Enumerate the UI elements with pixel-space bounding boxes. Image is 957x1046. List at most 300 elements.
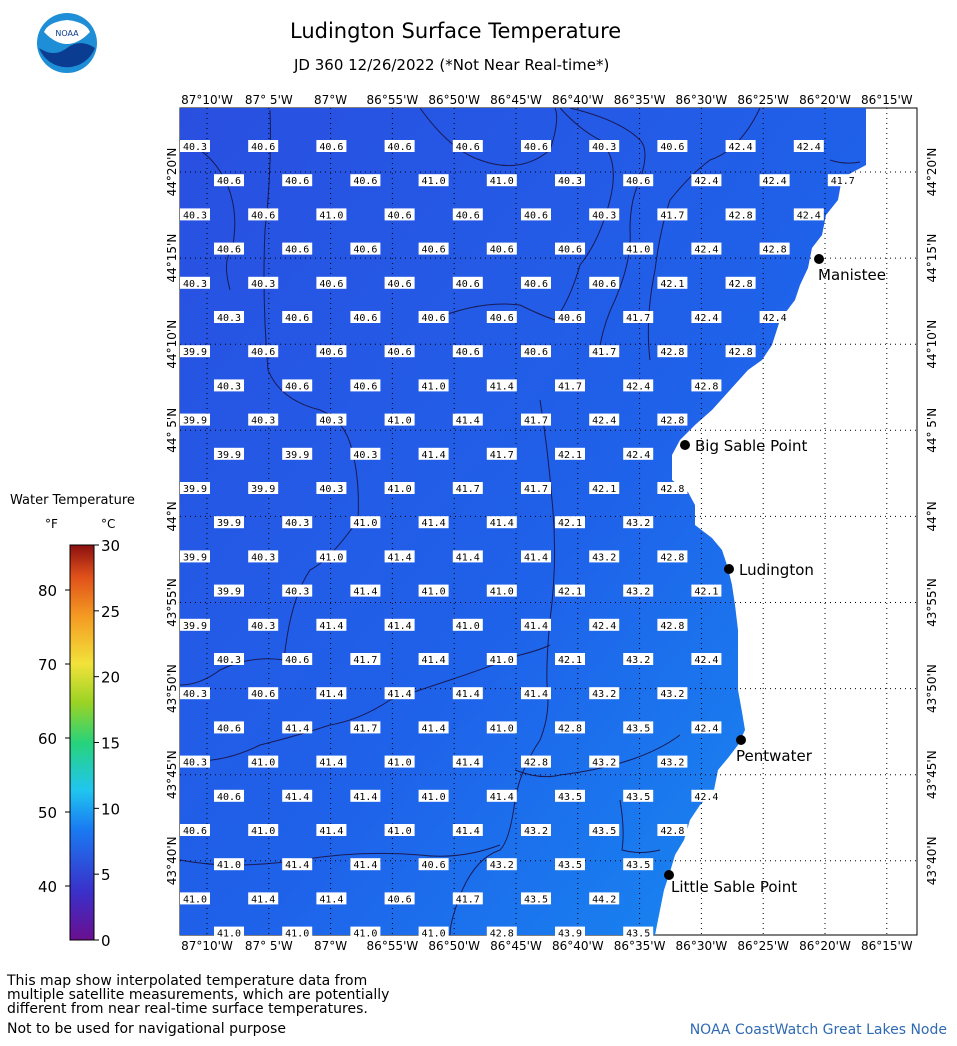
legend-unit-f: °F [45,517,58,531]
temperature-value-text: 40.6 [319,142,344,153]
temperature-value [385,550,415,563]
temperature-value [248,756,278,769]
temperature-value [419,379,449,392]
temperature-value [419,243,449,256]
temperature-value-text: 41.0 [182,894,208,906]
temperature-value-text: 40.6 [489,244,514,256]
temperature-value [282,653,312,666]
temperature-value [419,311,449,324]
temperature-value-text: 40.6 [216,791,242,803]
temperature-value [657,619,687,632]
latitude-label: 44° 5'N [925,407,939,453]
temperature-value [316,619,346,632]
temperature-value-text: 40.6 [421,860,446,872]
temperature-value-text: 41.4 [387,620,412,632]
temperature-value [419,721,449,734]
temperature-value-text: 39.9 [216,518,242,530]
temperature-value [214,174,244,187]
temperature-value [555,653,585,666]
temperature-value [623,585,653,598]
temperature-value [521,619,551,632]
temperature-value [794,140,824,153]
temperature-value [623,379,653,392]
temperature-value-text: 41.0 [489,723,514,735]
longitude-label: 87°W [314,939,348,953]
temperature-value [453,140,483,153]
temperature-value [589,756,619,769]
latitude-label: 43°45'N [925,750,939,800]
temperature-value [248,550,278,563]
temperature-value [691,311,721,324]
temperature-value-text: 43.2 [660,757,685,769]
latitude-label: 44°N [165,501,179,532]
longitude-label: 87° 5'W [244,93,293,107]
legend-label-c: 20 [101,668,121,687]
temperature-value [248,687,278,700]
temperature-value-text: 41.0 [319,552,344,564]
temperature-value [453,208,483,221]
temperature-value [453,892,483,905]
temperature-value-text: 41.4 [387,552,412,564]
temperature-value-text: 41.0 [489,586,514,598]
legend-label-c: 10 [101,800,121,819]
latitude-labels-right [925,148,939,886]
temperature-value-text: 41.7 [557,381,583,393]
temperature-value [214,721,244,734]
temperature-value-text: 41.0 [489,176,514,188]
temperature-value-text: 40.6 [251,142,276,153]
temperature-value-text: 42.1 [557,449,583,461]
legend-label-c: 25 [101,602,121,621]
temperature-value-text: 39.9 [182,484,208,495]
temperature-value [180,482,210,495]
latitude-label: 43°45'N [165,750,179,800]
place-marker [680,440,690,450]
temperature-value-text: 41.7 [455,484,480,495]
temperature-value-text: 41.7 [660,210,685,222]
temperature-value-text: 43.5 [557,791,583,803]
temperature-value-text: 43.9 [557,928,583,940]
temperature-value [521,208,551,221]
temperature-value [487,174,517,187]
temperature-value [385,619,415,632]
temperature-value [521,277,551,290]
temperature-value-text: 42.4 [626,381,651,393]
temperature-value-text: 42.4 [762,313,787,324]
place-marker [724,564,734,574]
temperature-value-text: 41.0 [489,655,514,666]
temperature-value-text: 40.3 [182,278,208,290]
latitude-label: 43°40'N [165,836,179,886]
temperature-value-text: 41.0 [626,244,651,256]
temperature-value-text: 42.8 [660,620,685,632]
place-label: Manistee [818,266,886,284]
temperature-value [657,414,687,427]
temperature-value-text: 41.0 [353,928,378,940]
temperature-value [248,414,278,427]
temperature-value [453,345,483,358]
temperature-value [726,140,756,153]
temperature-value-text: 41.0 [216,860,242,872]
temperature-value [691,585,721,598]
place-marker [814,254,824,264]
temperature-value-text: 41.4 [421,655,446,666]
temperature-value [282,516,312,529]
navigation-warning: Not to be used for navigational purpose [7,1021,286,1037]
temperature-value-text: 40.3 [319,415,344,427]
longitude-label: 86°25'W [737,939,790,953]
temperature-value [214,858,244,871]
longitude-label: 86°40'W [551,93,604,107]
temperature-value-text: 41.4 [319,826,344,837]
temperature-value [589,277,619,290]
temperature-value [419,585,449,598]
page-subtitle: JD 360 12/26/2022 (*Not Near Real-time*) [294,56,610,74]
temperature-value [385,277,415,290]
latitude-label: 43°55'N [925,578,939,627]
temperature-value-text: 39.9 [182,415,208,427]
latitude-label: 44°15'N [925,233,939,283]
temperature-value-text: 40.6 [285,244,310,256]
temperature-value [316,550,346,563]
temperature-value [214,379,244,392]
temperature-value [350,174,380,187]
temperature-value [657,345,687,358]
temperature-value [316,756,346,769]
temperature-value [760,311,790,324]
temperature-value-text: 41.7 [830,176,855,188]
temperature-value [214,790,244,803]
temperature-value [453,619,483,632]
temperature-value [350,585,380,598]
temperature-value-text: 43.5 [626,928,651,940]
temperature-value-text: 41.4 [285,723,310,735]
temperature-value [180,414,210,427]
temperature-value [487,311,517,324]
temperature-value-text: 41.4 [319,757,344,769]
temperature-value [350,243,380,256]
temperature-value-text: 41.4 [353,791,378,803]
temperature-value [555,721,585,734]
temperature-value [691,653,721,666]
temperature-value-text: 40.6 [251,689,276,701]
temperature-value [385,482,415,495]
temperature-value-text: 41.7 [353,723,378,735]
temperature-value-text: 40.6 [523,347,549,359]
temperature-value [521,756,551,769]
temperature-value [760,243,790,256]
longitude-label: 87°10'W [181,939,233,953]
temperature-value-text: 41.4 [421,518,446,530]
temperature-value [487,653,517,666]
temperature-value [555,585,585,598]
temperature-value-text: 43.5 [592,826,617,837]
temperature-value [794,208,824,221]
temperature-value-text: 41.4 [523,689,549,701]
temperature-value-text: 42.4 [694,791,719,803]
temperature-value-text: 41.0 [387,415,412,427]
temperature-value-text: 42.1 [660,278,685,290]
temperature-value [316,687,346,700]
temperature-value [691,243,721,256]
legend-label-f: 80 [38,582,58,600]
temperature-value [657,277,687,290]
longitude-label: 86°45'W [490,939,542,953]
temperature-value-text: 40.3 [251,278,276,290]
temperature-value-text: 40.3 [182,689,208,701]
temperature-value [350,379,380,392]
temperature-value-text: 41.4 [455,826,480,837]
temperature-value [589,619,619,632]
temperature-value-text: 42.1 [592,484,617,495]
temperature-value [350,858,380,871]
temperature-value-text: 42.8 [728,278,753,290]
longitude-label: 86°55'W [366,939,419,953]
temperature-value-text: 41.0 [421,586,446,598]
temperature-value-text: 41.0 [251,826,276,837]
latitude-label: 43°50'N [165,664,179,714]
longitude-labels-top [181,93,913,107]
latitude-label: 44°10'N [925,319,939,369]
temperature-value [316,140,346,153]
temperature-value-text: 42.4 [694,244,719,256]
longitude-label: 86°50'W [428,93,481,107]
temperature-value [180,824,210,837]
temperature-value-text: 39.9 [216,449,242,461]
temperature-value-text: 41.4 [455,415,480,427]
temperature-value [350,790,380,803]
temperature-value-text: 42.8 [660,484,685,495]
temperature-value-text: 41.0 [455,620,480,632]
temperature-value [316,277,346,290]
temperature-value [180,756,210,769]
temperature-value [657,482,687,495]
temperature-value [180,277,210,290]
temperature-value [691,379,721,392]
temperature-value-text: 40.3 [182,210,208,222]
temperature-value [248,892,278,905]
temperature-value [214,448,244,461]
place-label: Pentwater [736,747,812,765]
temperature-value-text: 39.9 [285,449,310,461]
longitude-label: 86°50'W [428,939,481,953]
temperature-value-text: 40.6 [455,210,480,222]
latitude-labels-left [165,148,179,886]
temperature-value-text: 40.6 [387,278,412,290]
temperature-value-text: 42.4 [626,449,651,461]
longitude-label: 86°45'W [490,93,542,107]
temperature-value [282,721,312,734]
place-big-sable-point [680,437,808,455]
temperature-value-text: 40.3 [592,142,617,153]
temperature-value-text: 40.6 [592,278,617,290]
temperature-value [487,858,517,871]
temperature-value [555,174,585,187]
temperature-value [248,140,278,153]
temperature-value [316,892,346,905]
temperature-value-text: 42.8 [660,826,685,837]
temperature-value [180,619,210,632]
temperature-value-text: 40.3 [216,655,242,666]
temperature-value [248,345,278,358]
temperature-value-text: 43.2 [523,826,549,837]
temperature-value-text: 40.3 [251,552,276,564]
temperature-value [555,379,585,392]
temperature-value [487,379,517,392]
temperature-value-text: 41.4 [523,620,549,632]
temperature-value [350,448,380,461]
temperature-value-text: 43.5 [557,860,583,872]
temperature-value-text: 43.5 [626,860,651,872]
temperature-value [555,790,585,803]
latitude-label: 44°15'N [165,233,179,283]
temperature-value-text: 42.8 [489,928,514,940]
temperature-value-text: 41.0 [387,484,412,495]
temperature-value-text: 41.0 [421,791,446,803]
temperature-value-text: 40.6 [387,347,412,359]
temperature-value-text: 42.1 [557,518,583,530]
temperature-value [487,585,517,598]
temperature-value-text: 40.6 [251,347,276,359]
temperature-value [657,687,687,700]
temperature-value [385,414,415,427]
temperature-value [555,448,585,461]
latitude-label: 44°10'N [165,319,179,369]
place-label: Ludington [739,561,814,579]
temperature-value-text: 40.3 [285,518,310,530]
temperature-value [521,140,551,153]
longitude-label: 87°W [314,93,348,107]
temperature-value [453,482,483,495]
temperature-value-text: 40.6 [660,142,685,153]
temperature-value [453,756,483,769]
temperature-value-text: 41.4 [353,860,378,872]
temperature-value [180,892,210,905]
longitude-labels-bottom [181,939,913,953]
temperature-value [282,448,312,461]
temperature-value [385,345,415,358]
temperature-value-text: 40.6 [523,142,549,153]
temperature-value-text: 43.5 [626,723,651,735]
temperature-value-text: 40.6 [285,381,310,393]
temperature-value [828,174,858,187]
temperature-value [589,892,619,905]
temperature-value [385,892,415,905]
temperature-value [282,790,312,803]
temperature-value-text: 39.9 [182,552,208,564]
temperature-value-text: 42.4 [694,313,719,324]
temperature-value [282,174,312,187]
temperature-value [760,174,790,187]
temperature-value [623,858,653,871]
temperature-value-text: 40.3 [216,381,242,393]
temperature-value-text: 41.4 [523,552,549,564]
temperature-value-text: 40.6 [421,313,446,324]
temperature-value [214,243,244,256]
temperature-value [487,721,517,734]
latitude-label: 44°20'N [165,147,179,197]
temperature-value-text: 39.9 [216,586,242,598]
temperature-value-text: 41.0 [421,176,446,188]
temperature-value [589,482,619,495]
temperature-value [385,756,415,769]
latitude-label: 43°55'N [165,578,179,627]
temperature-value-text: 43.2 [626,586,651,598]
longitude-label: 86°30'W [675,939,728,953]
temperature-value-text: 40.3 [182,142,208,153]
temperature-value-text: 41.4 [489,791,514,803]
temperature-value [589,208,619,221]
temperature-value [316,414,346,427]
temperature-value [453,824,483,837]
temperature-value [521,345,551,358]
temperature-value [214,653,244,666]
temperature-value [248,619,278,632]
temperature-value-text: 40.6 [455,347,480,359]
temperature-value-text: 43.2 [626,518,651,530]
temperature-value [453,687,483,700]
temperature-value-text: 42.4 [796,142,821,153]
temperature-value-text: 43.2 [592,552,617,564]
temperature-value-text: 41.0 [353,518,378,530]
temperature-value-text: 42.8 [728,347,753,359]
temperature-value-text: 41.4 [455,757,480,769]
temperature-value-text: 42.4 [762,176,787,188]
temperature-value-text: 41.7 [626,313,651,324]
temperature-value-text: 40.6 [182,826,208,837]
temperature-value [385,208,415,221]
temperature-value-text: 41.7 [489,449,514,461]
temperature-value [691,790,721,803]
temperature-value [350,721,380,734]
temperature-value [282,243,312,256]
temperature-value [521,892,551,905]
temperature-value-text: 40.6 [319,278,344,290]
longitude-label: 86°15'W [860,93,913,107]
temperature-value [623,653,653,666]
temperature-value [521,482,551,495]
temperature-value-text: 41.4 [319,689,344,701]
temperature-value [623,927,653,940]
temperature-value [248,482,278,495]
disclaimer-line-2: multiple satellite measurements, which are potentially [7,987,390,1003]
temperature-value [419,448,449,461]
temperature-value [180,550,210,563]
temperature-value [521,824,551,837]
temperature-value-text: 40.6 [216,723,242,735]
longitude-label: 86°35'W [613,939,666,953]
legend-label-f: 50 [38,804,58,822]
temperature-value [726,277,756,290]
temperature-value-text: 42.8 [762,244,787,256]
temperature-value [589,550,619,563]
temperature-value [350,311,380,324]
temperature-value-text: 39.9 [182,347,208,359]
temperature-value-text: 42.8 [523,757,549,769]
temperature-value [350,653,380,666]
longitude-label: 86°30'W [675,93,728,107]
temperature-value-text: 40.6 [285,176,310,188]
longitude-label: 86°40'W [551,939,604,953]
legend-label-c: 5 [101,866,111,885]
temperature-value [555,516,585,529]
temperature-value [691,721,721,734]
temperature-value-text: 41.7 [592,347,617,359]
temperature-value-text: 42.8 [728,210,753,222]
temperature-value-text: 40.3 [353,449,378,461]
temperature-value [419,790,449,803]
temperature-value [623,311,653,324]
